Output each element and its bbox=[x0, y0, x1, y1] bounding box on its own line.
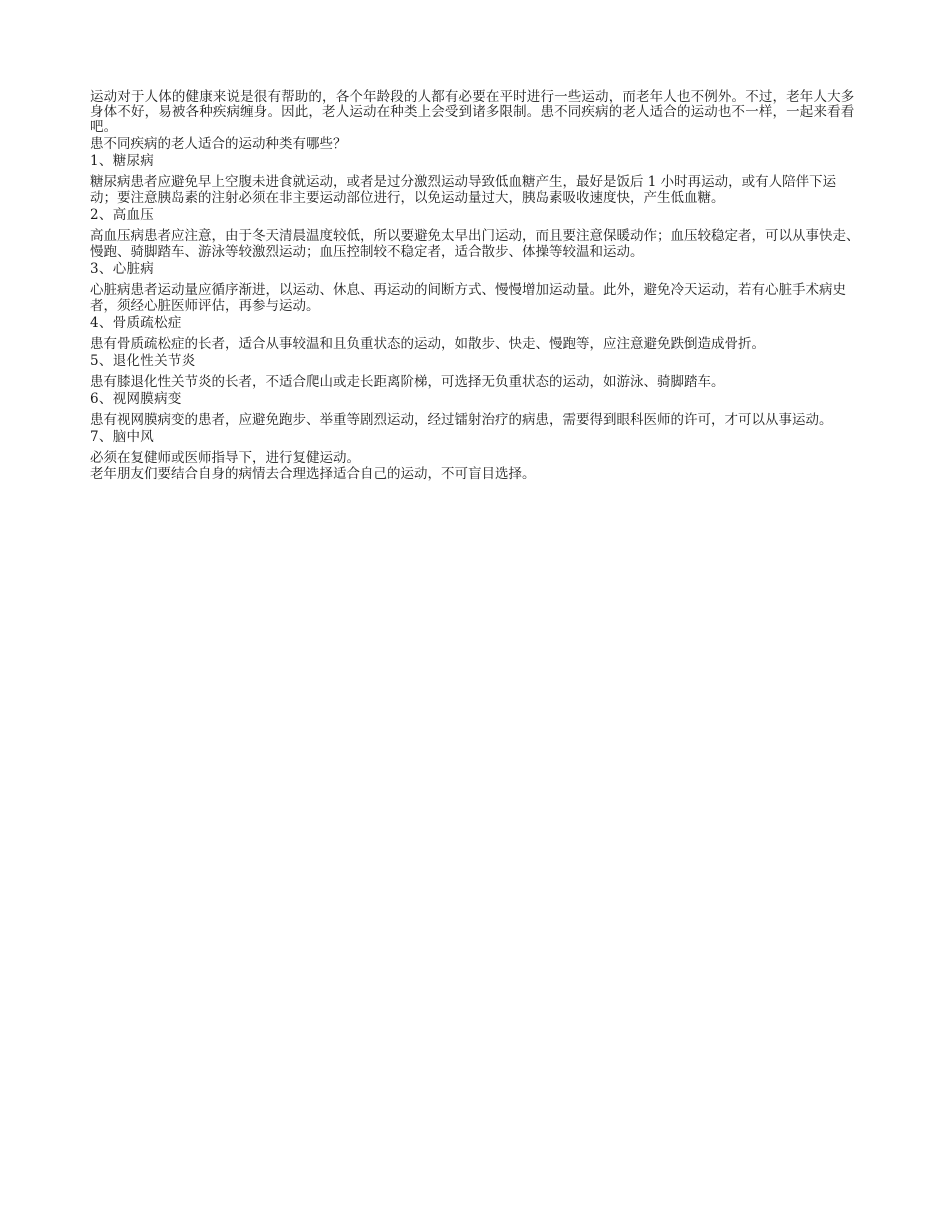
section-body-heart-disease: 心脏病患者运动量应循序渐进，以运动、休息、再运动的间断方式、慢慢增加运动量。此外，避免冷天运动，若有心脏手术病史者，须经心脏医师评估，再参与运动。 bbox=[90, 282, 846, 314]
section-heading-hypertension: 2、高血压 bbox=[90, 207, 155, 223]
section-body-diabetes: 糖尿病患者应避免早上空腹未进食就运动，或者是过分激烈运动导致低血糖产生，最好是饭后 1 小时再运动，或有人陪伴下运动；要注意胰岛素的注射必须在非主要运动部位进行，以免运动量过大，胰岛素吸收速度快，产生低血糖。 bbox=[90, 174, 837, 206]
question-line: 患不同疾病的老人适合的运动种类有哪些？ bbox=[90, 136, 347, 152]
intro-paragraph: 运动对于人体的健康来说是很有帮助的，各个年龄段的人都有必要在平时进行一些运动，而老年人也不例外。不过，老年人大多身体不好，易被各种疾病缠身。因此，老人运动在种类上会受到诸多限制。患不同疾病的老人适合的运动也不一样，一起来看看吧。 bbox=[90, 89, 855, 135]
conclusion-paragraph: 老年朋友们要结合自身的病情去合理选择适合自己的运动，不可盲目选择。 bbox=[90, 466, 536, 482]
section-heading-arthritis: 5、退化性关节炎 bbox=[90, 353, 196, 369]
section-body-retinopathy: 患有视网膜病变的患者，应避免跑步、举重等剧烈运动，经过镭射治疗的病患，需要得到眼科医师的许可，才可以从事运动。 bbox=[90, 412, 833, 428]
section-heading-retinopathy: 6、视网膜病变 bbox=[90, 391, 182, 407]
section-body-stroke: 必须在复健师或医师指导下，进行复健运动。 bbox=[90, 450, 360, 466]
section-body-arthritis: 患有膝退化性关节炎的长者，不适合爬山或走长距离阶梯，可选择无负重状态的运动，如游泳、骑脚踏车。 bbox=[90, 374, 725, 390]
section-heading-stroke: 7、脑中风 bbox=[90, 429, 155, 445]
section-heading-heart-disease: 3、心脏病 bbox=[90, 261, 155, 277]
section-heading-osteoporosis: 4、骨质疏松症 bbox=[90, 315, 182, 331]
section-body-hypertension: 高血压病患者应注意，由于冬天清晨温度较低，所以要避免太早出门运动，而且要注意保暖动作；血压较稳定者，可以从事快走、慢跑、骑脚踏车、游泳等较激烈运动；血压控制较不稳定者，适合散步、体操等较温和运动。 bbox=[90, 228, 860, 260]
section-body-osteoporosis: 患有骨质疏松症的长者，适合从事较温和且负重状态的运动，如散步、快走、慢跑等，应注意避免跌倒造成骨折。 bbox=[90, 336, 765, 352]
section-heading-diabetes: 1、糖尿病 bbox=[90, 153, 155, 169]
document-page bbox=[90, 90, 862, 482]
